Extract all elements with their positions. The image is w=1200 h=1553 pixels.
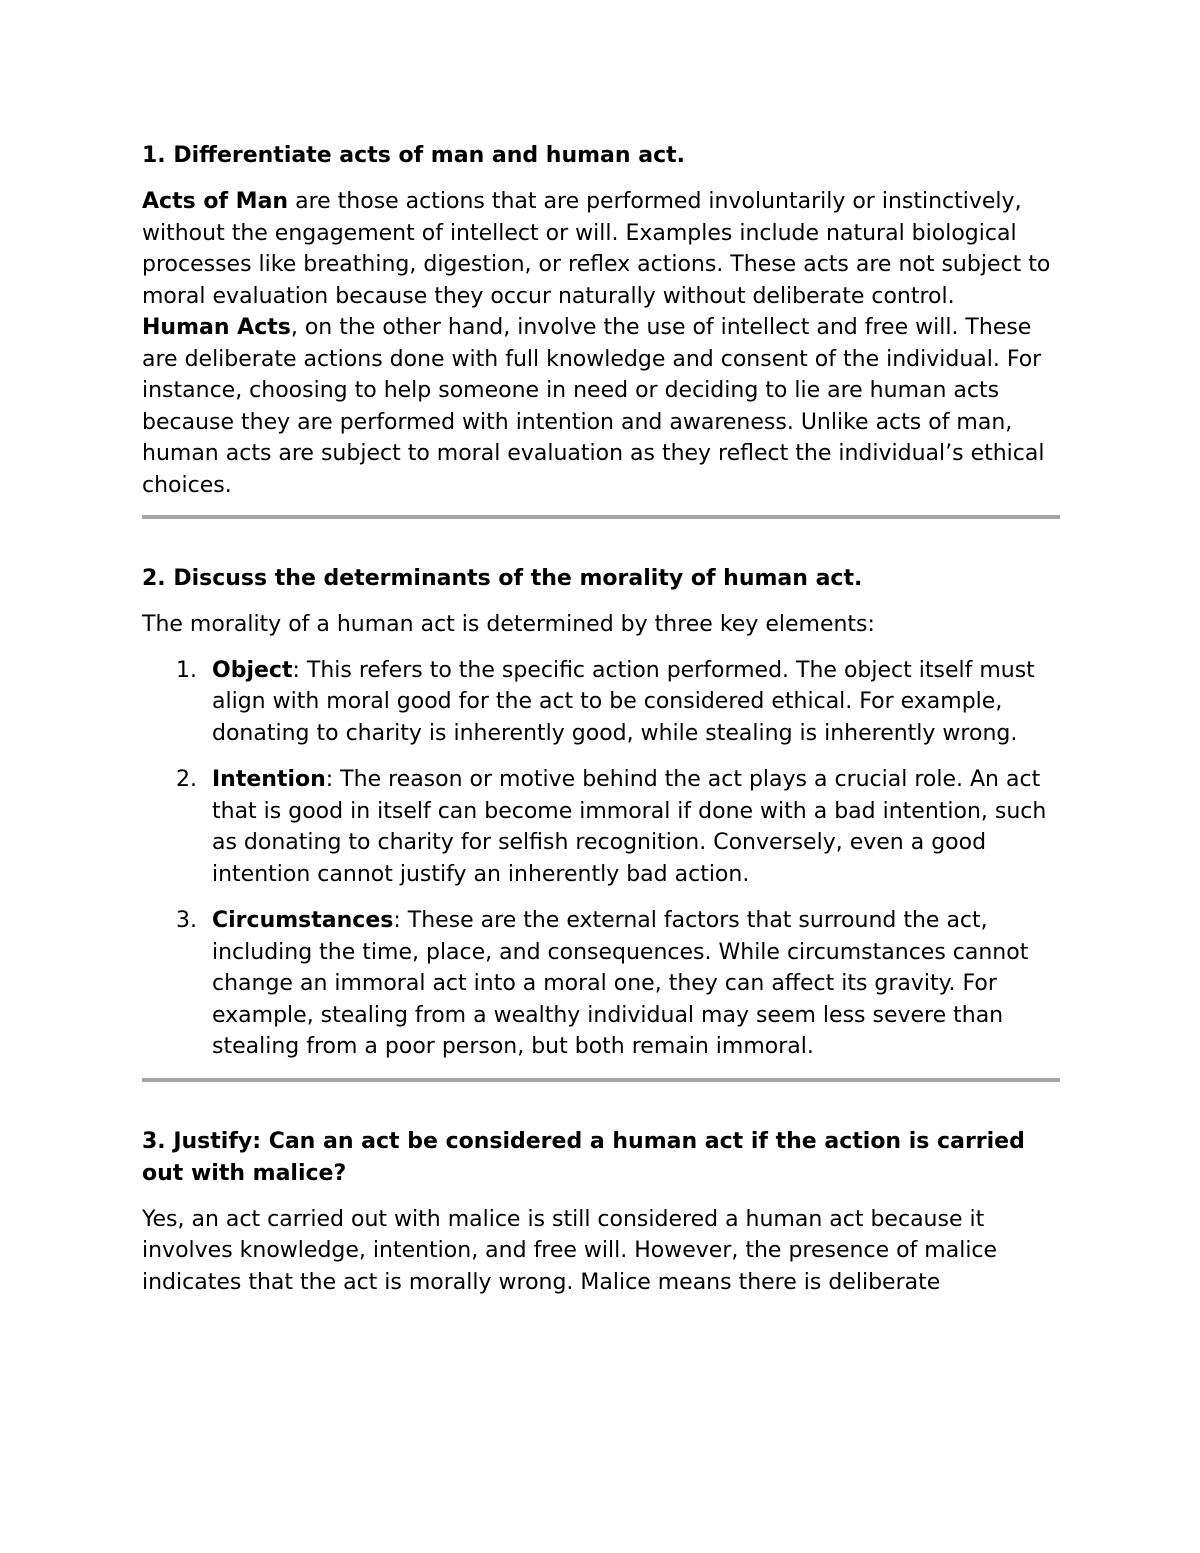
list-item-number: 1.	[176, 657, 197, 683]
section-divider	[142, 1078, 1060, 1082]
question-3-section	[142, 1126, 1060, 1299]
list-item-text: : The reason or motive behind the act plays a crucial role. An act that is good in itself can become immoral if done with a bad intention, such as donating to charity for selfish recognition. Conversely, even a good intention cannot justify an inherently bad action.	[212, 767, 1047, 887]
human-acts-term: Human Acts	[142, 315, 291, 340]
section-divider	[142, 515, 1060, 519]
list-item-term: Object	[212, 657, 293, 683]
list-item-number: 3.	[176, 908, 197, 933]
acts-of-man-term: Acts of Man	[142, 189, 289, 214]
question-1-section	[142, 140, 1060, 501]
determinants-list	[142, 655, 1060, 1063]
question-1-title: 1. Differentiate acts of man and human act.	[142, 143, 685, 168]
list-item-term: Intention	[212, 767, 326, 792]
acts-of-man-text: are those actions that are performed involuntarily or instinctively, without the engagement of intellect or will. Examples include natural biological processes like breathing, digestion, or reflex actions. These acts are not subject to moral evaluation because they occur naturally without deliberate control.	[142, 189, 1051, 309]
list-item-term: Circumstances	[212, 908, 394, 933]
acts-of-man-paragraph	[142, 186, 1060, 312]
question-2-title: 2. Discuss the determinants of the morality of human act.	[142, 566, 863, 591]
human-acts-text: , on the other hand, involve the use of intellect and free will. These are deliberate actions done with full knowledge and consent of the individual. For instance, choosing to help someone in need or deciding to lie are human acts because they are performed with intention and awareness. Unlike acts of man, human acts are subject to moral evaluation as they reflect the individual’s ethical choices.	[142, 315, 1045, 498]
list-item-number: 2.	[176, 767, 197, 792]
question-3-body: Yes, an act carried out with malice is still considered a human act because it involves knowledge, intention, and free will. However, the presence of malice indicates that the act is morally wrong. Malice means there is deliberate	[142, 1206, 998, 1295]
list-item-text: : These are the external factors that surround the act, including the time, place, and consequences. While circumstances cannot change an immoral act into a moral one, they can affect its gravity. For example, stealing from a wealthy individual may seem less severe than stealing from a poor person, but both remain immoral.	[212, 908, 1029, 1059]
list-item-text: : This refers to the specific action performed. The object itself must align with moral good for the act to be considered ethical. For example, donating to charity is inherently good, while stealing is inherently wrong.	[212, 657, 1035, 746]
list-item-object	[142, 655, 1060, 750]
list-item-circumstances	[142, 905, 1060, 1063]
human-acts-paragraph	[142, 312, 1060, 501]
question-3-title: 3. Justify: Can an act be considered a human act if the action is carried out with malice?	[142, 1128, 1025, 1186]
list-item-intention	[142, 764, 1060, 890]
question-2-intro: The morality of a human act is determined by three key elements:	[142, 612, 875, 637]
question-2-section	[142, 563, 1060, 1063]
